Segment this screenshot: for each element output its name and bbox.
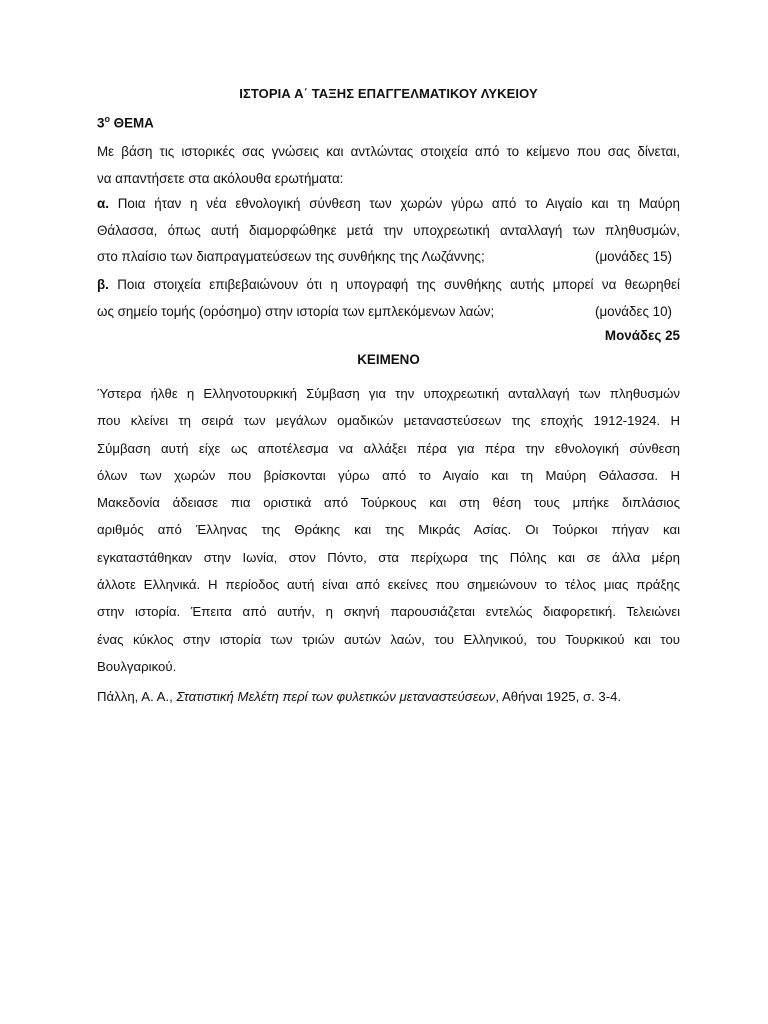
question-b-text: ως σημείο τομής (ορόσημο) στην ιστορία των εμπλεκόμενων λαών;	[97, 303, 495, 319]
question-b-line	[97, 272, 680, 299]
theme-label: ΘΕΜΑ	[109, 115, 154, 131]
source-line: όλων των χωρών που βρίσκονται γύρω από το Αιγαίο και τη Μαύρη Θάλασσα. Η	[97, 467, 680, 483]
source-line: εγκαταστάθηκαν στην Ιωνία, στον Πόντο, στα περίχωρα της Πόλης και σε άλλα μέρη	[97, 549, 680, 565]
question-a-line: Θάλασσα, όπως αυτή διαμορφώθηκε μετά την υποχρεωτική ανταλλαγή των πληθυσμών,	[97, 222, 680, 238]
source-heading: ΚΕΙΜΕΝΟ	[357, 352, 420, 367]
question-b-line	[97, 299, 680, 326]
question-a-text: στο πλαίσιο των διαπραγματεύσεων της συνθήκης της Λωζάννης;	[97, 249, 485, 265]
source-line: ένας κύκλος στην ιστορία των τριών αυτών λαών, του Ελληνικού, του Τουρκικού και του	[97, 631, 680, 647]
source-line: άλλοτε Ελληνικά. Η περίοδος αυτή είναι από εκείνες που σημειώνουν το τέλος μιας πράξης	[97, 577, 680, 593]
question-b-label: β.	[97, 277, 109, 292]
source-line: στην ιστορία. Έπειτα από αυτήν, η σκηνή παρουσιάζεται εντελώς διαφορετική. Τελειώνει	[97, 604, 680, 620]
citation-work: Στατιστική Μελέτη περί των φυλετικών μεταναστεύσεων	[176, 689, 496, 704]
source-line: αριθμός από Έλληνας της Θράκης και της Μικράς Ασίας. Οι Τούρκοι πήγαν και	[97, 522, 680, 538]
source-line: Σύμβαση αυτή είχε ως αποτέλεσμα να αλλάξει πέρα για πέρα την εθνολογική σύνθεση	[97, 440, 680, 456]
source-citation	[97, 686, 680, 708]
question-a-marks: (μονάδες 15)	[594, 249, 672, 265]
source-line: Μακεδονία άδειασε πια οριστικά από Τούρκους και στη θέση τους μπήκε διπλάσιος	[97, 495, 680, 511]
question-b	[97, 272, 680, 325]
source-text	[97, 380, 680, 680]
instructions-line: Με βάση τις ιστορικές σας γνώσεις και αντλώντας στοιχεία από το κείμενο που σας δίνεται,	[97, 144, 680, 159]
instructions	[97, 139, 680, 192]
question-a	[97, 191, 680, 271]
question-a-line	[97, 244, 680, 271]
question-a-line	[97, 191, 680, 218]
source-line: Βουλγαρικού.	[97, 658, 177, 674]
question-b-marks: (μονάδες 10)	[594, 303, 672, 319]
theme-number: 3	[97, 115, 105, 131]
total-marks: Μονάδες 25	[604, 328, 680, 343]
instructions-line: να απαντήσετε στα ακόλουθα ερωτήματα:	[97, 170, 344, 186]
theme-heading	[97, 114, 154, 130]
question-b-text: Ποια στοιχεία επιβεβαιώνουν ότι η υπογραφή της συνθήκης αυτής μπορεί να θεωρηθεί	[108, 277, 680, 292]
theme-superscript: ο	[104, 114, 110, 124]
source-line: Ύστερα ήλθε η Ελληνοτουρκική Σύμβαση για την υποχρεωτική ανταλλαγή των πληθυσμών	[97, 386, 680, 401]
source-line: που κλείνει τη σειρά των μεγάλων ομαδικών μεταναστεύσεων της εποχής 1912-1924. Η	[97, 413, 680, 429]
question-a-label: α.	[97, 196, 109, 211]
question-a-text: Ποια ήταν η νέα εθνολογική σύνθεση των χωρών γύρω από το Αιγαίο και τη Μαύρη	[108, 196, 680, 211]
document-title: ΙΣΤΟΡΙΑ Α΄ ΤΑΞΗΣ ΕΠΑΓΓΕΛΜΑΤΙΚΟΥ ΛΥΚΕΙΟΥ	[239, 86, 538, 101]
citation-author: Πάλλη, Α. Α.,	[97, 689, 177, 704]
citation-details: , Αθήναι 1925, σ. 3-4.	[495, 689, 622, 704]
